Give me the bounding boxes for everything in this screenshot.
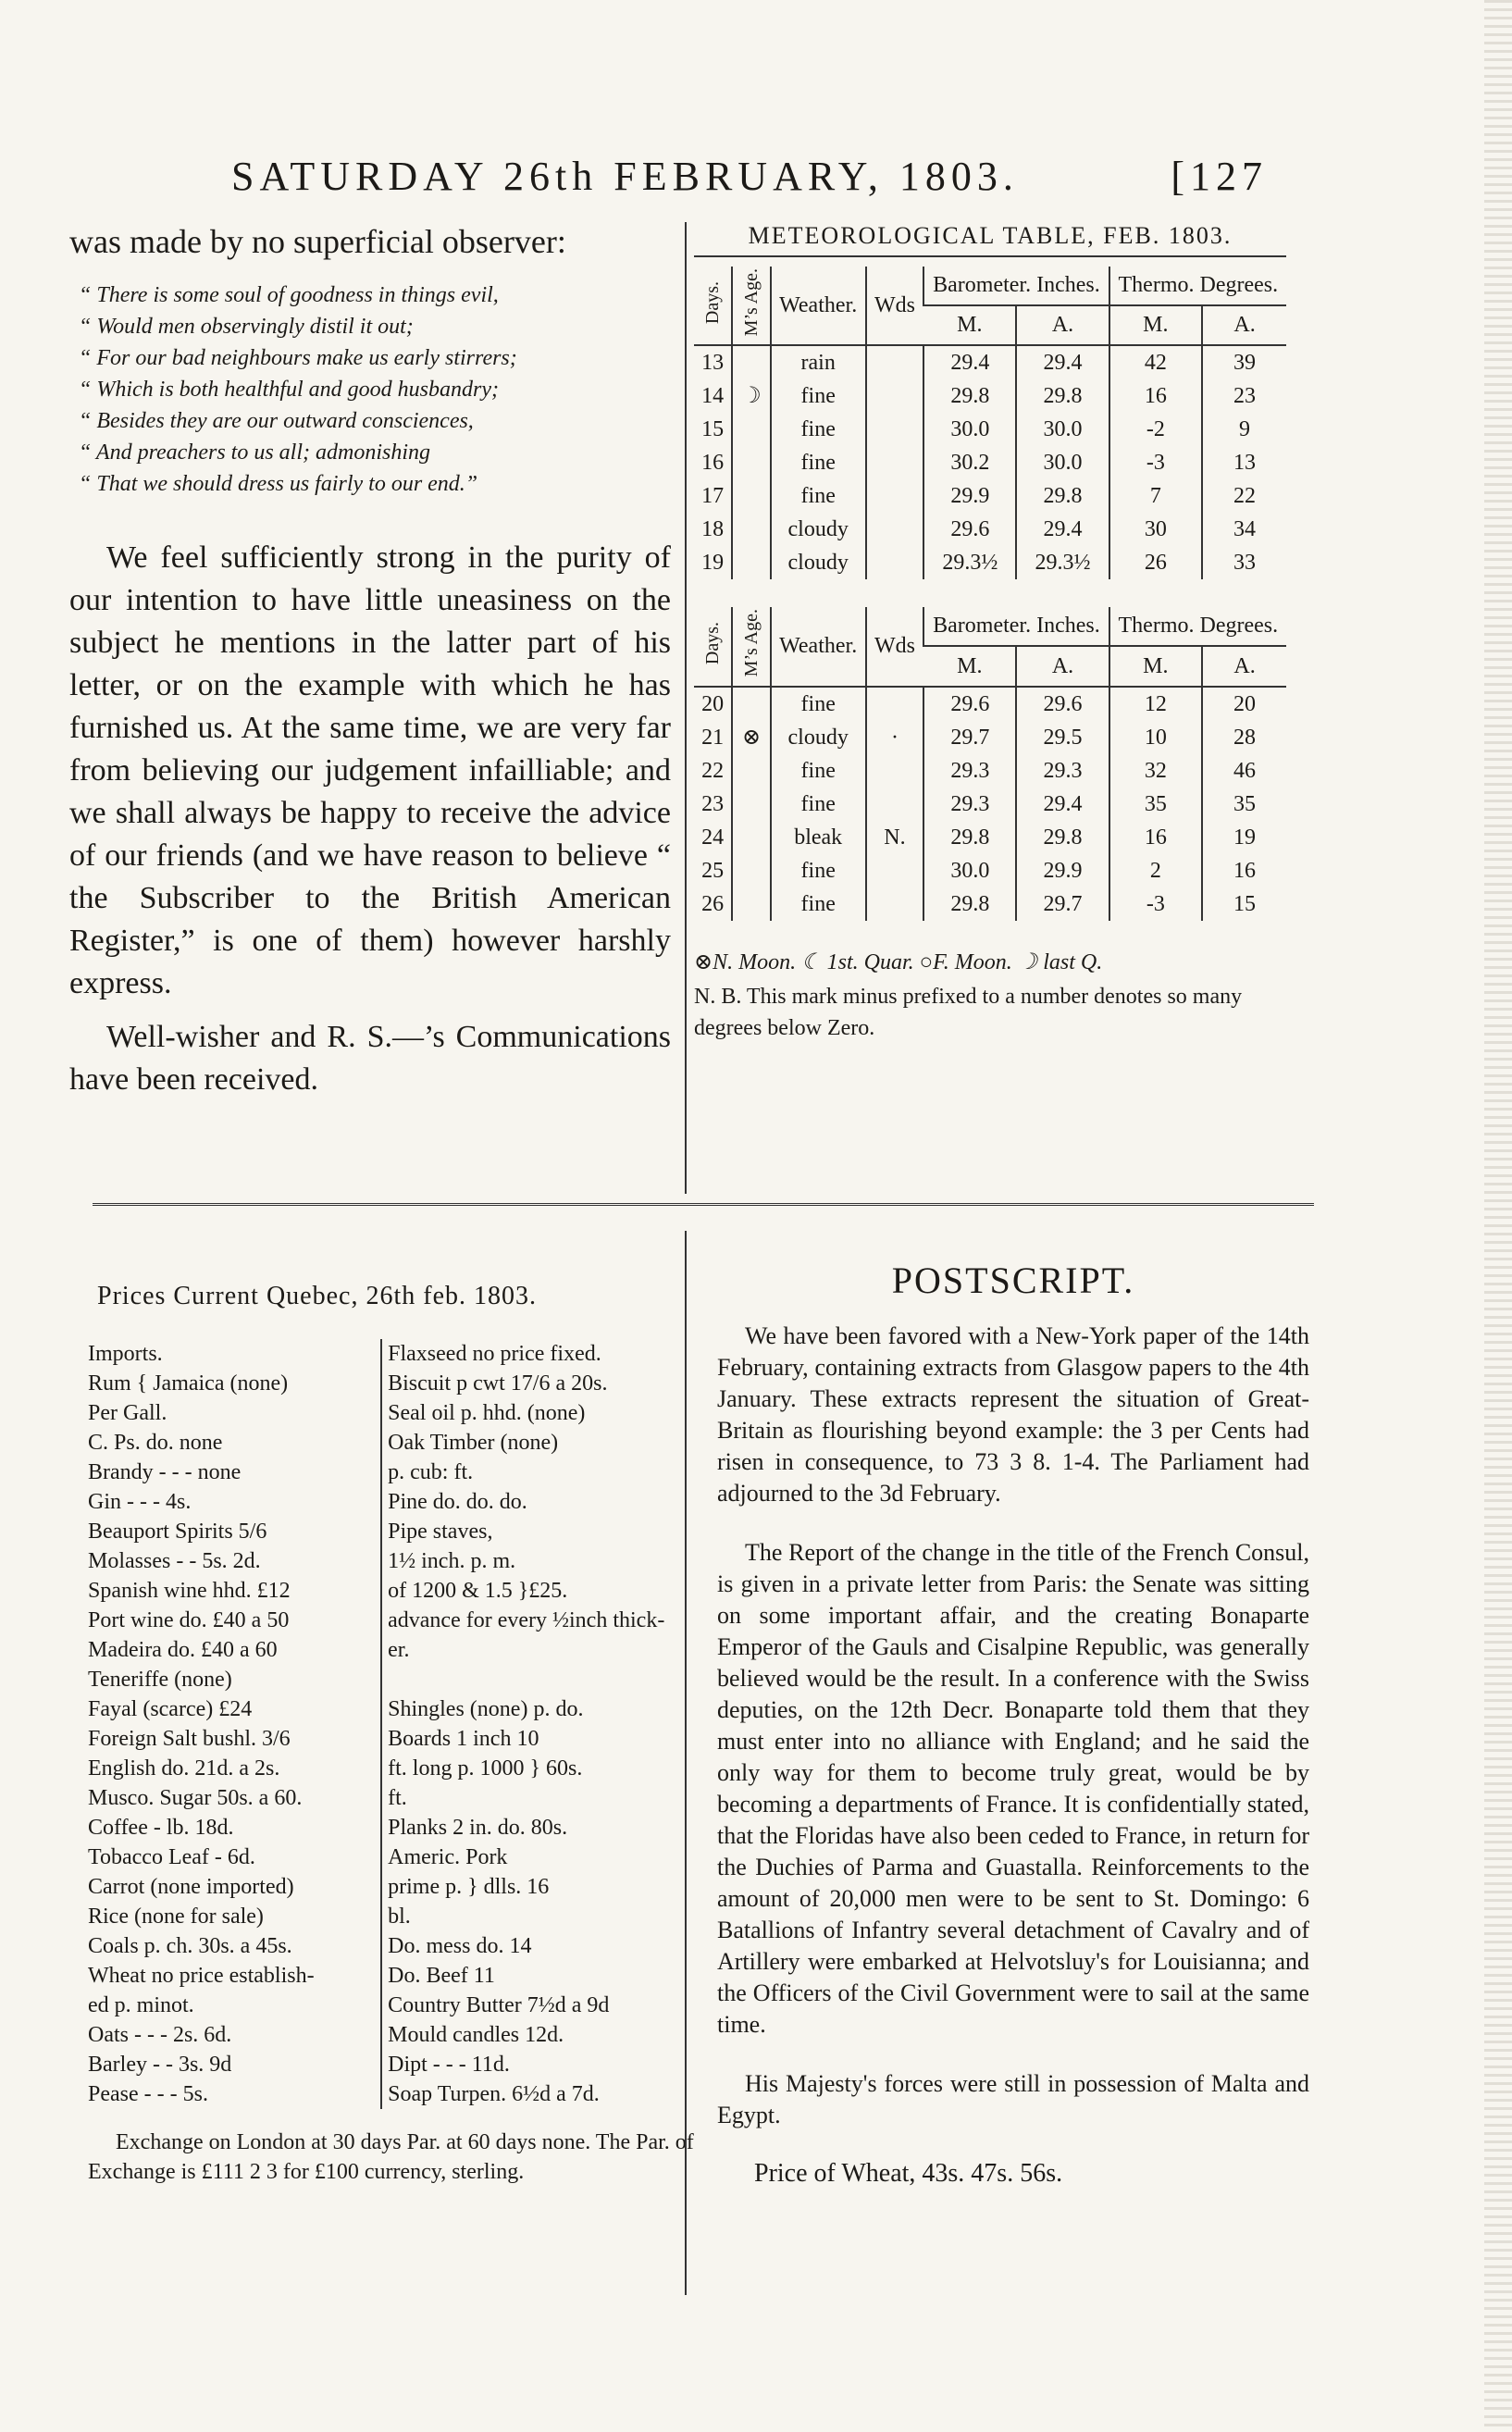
price-export-cell: p. cub: ft. [380, 1458, 699, 1487]
met-cell-weather: fine [771, 479, 866, 513]
price-row [88, 1398, 699, 1428]
met-row [694, 345, 1286, 379]
price-export-cell: Mould candles 12d. [380, 2020, 699, 2050]
met-cell-moon [732, 413, 770, 446]
met-cell-weather: cloudy [771, 546, 866, 579]
met-cell-moon [732, 788, 770, 821]
met-cell-ta: 23 [1202, 379, 1286, 413]
met-row [694, 854, 1286, 887]
met-cell-wds: · [866, 721, 924, 754]
price-export-cell: Planks 2 in. do. 80s. [380, 1813, 699, 1843]
col-barometer: Barometer. Inches. [923, 607, 1109, 646]
met-cell-weather: fine [771, 788, 866, 821]
price-import-cell: ed p. minot. [88, 1993, 194, 2017]
price-import-cell: Per Gall. [88, 1401, 167, 1425]
met-cell-bm: 30.0 [923, 854, 1016, 887]
col-moon: M’s Age. [732, 267, 770, 345]
price-row [88, 2079, 699, 2109]
page-number: [127 [1171, 154, 1268, 199]
met-cell-ba: 29.4 [1016, 345, 1109, 379]
col-baro-m: M. [923, 305, 1016, 345]
price-row [88, 1546, 699, 1576]
met-table-title: METEOROLOGICAL TABLE, FEB. 1803. [694, 222, 1286, 257]
met-cell-tm: 16 [1109, 379, 1202, 413]
col-baro-a: A. [1016, 646, 1109, 686]
met-cell-day: 23 [701, 791, 725, 816]
met-cell-bm: 29.3 [923, 788, 1016, 821]
price-row [88, 1635, 699, 1665]
price-import-cell: Coffee - lb. 18d. [88, 1816, 234, 1840]
met-cell-wds [866, 854, 924, 887]
prices-current-section [88, 1282, 699, 2187]
met-cell-bm: 30.0 [923, 413, 1016, 446]
met-cell-tm: 2 [1109, 854, 1202, 887]
col-baro-m: M. [923, 646, 1016, 686]
met-cell-ta: 34 [1202, 513, 1286, 546]
price-import-cell: Madeira do. £40 a 60 [88, 1638, 278, 1662]
column-divider-top [685, 222, 687, 1194]
quote-line: “ And preachers to us all; admonishing [79, 440, 431, 465]
met-cell-moon: ⊗ [732, 721, 770, 754]
met-cell-moon [732, 513, 770, 546]
price-row [88, 1339, 699, 1369]
met-row [694, 687, 1286, 721]
met-cell-ba: 30.0 [1016, 413, 1109, 446]
met-row [694, 721, 1286, 754]
met-cell-ta: 13 [1202, 446, 1286, 479]
met-cell-ba: 29.6 [1016, 687, 1109, 721]
met-row [694, 754, 1286, 788]
met-cell-weather: fine [771, 379, 866, 413]
postscript-section [717, 1259, 1309, 2189]
price-row [88, 1487, 699, 1517]
left-column [69, 222, 671, 1112]
met-cell-bm: 29.3 [923, 754, 1016, 788]
moon-phase-legend: ⊗N. Moon. ☾ 1st. Quar. ○F. Moon. ☽ last Q. [694, 949, 1103, 974]
price-import-cell: Tobacco Leaf - 6d. [88, 1845, 255, 1869]
met-cell-wds [866, 546, 924, 579]
met-cell-bm: 29.9 [923, 479, 1016, 513]
met-cell-ta: 46 [1202, 754, 1286, 788]
met-cell-tm: 26 [1109, 546, 1202, 579]
price-row [88, 1428, 699, 1458]
col-thermo-a: A. [1202, 646, 1286, 686]
met-cell-ta: 33 [1202, 546, 1286, 579]
met-cell-tm: -2 [1109, 413, 1202, 446]
price-row [88, 1872, 699, 1902]
met-row [694, 513, 1286, 546]
met-cell-ba: 29.3½ [1016, 546, 1109, 579]
met-cell-wds [866, 687, 924, 721]
price-row [88, 1694, 699, 1724]
price-export-cell: of 1200 & 1.5 }£25. [380, 1576, 699, 1606]
met-cell-day: 14 [701, 384, 725, 409]
met-cell-day: 19 [701, 551, 725, 576]
price-export-cell: Soap Turpen. 6½d a 7d. [380, 2079, 699, 2109]
met-cell-ba: 29.4 [1016, 788, 1109, 821]
met-row [694, 821, 1286, 854]
price-export-cell: er. [380, 1635, 699, 1665]
col-thermo-a: A. [1202, 305, 1286, 345]
met-cell-ta: 39 [1202, 345, 1286, 379]
price-row [88, 2020, 699, 2050]
met-cell-tm: 16 [1109, 821, 1202, 854]
communications-note: Well-wisher and R. S.—’s Communications have been received. [69, 1020, 671, 1097]
met-cell-ba: 29.8 [1016, 479, 1109, 513]
meteorological-section [694, 222, 1286, 1072]
price-export-cell: Do. Beef 11 [380, 1961, 699, 1991]
met-cell-wds [866, 379, 924, 413]
met-cell-ba: 29.4 [1016, 513, 1109, 546]
met-row [694, 379, 1286, 413]
met-table-2-body [694, 687, 1286, 921]
price-import-cell: Fayal (scarce) £24 [88, 1697, 253, 1721]
price-export-cell: Pipe staves, [380, 1517, 699, 1546]
met-cell-moon [732, 754, 770, 788]
met-cell-day: 22 [701, 758, 725, 783]
price-export-cell: Country Butter 7½d a 9d [380, 1991, 699, 2020]
met-cell-tm: 12 [1109, 687, 1202, 721]
col-weather: Weather. [771, 267, 866, 345]
price-export-cell: Dipt - - - 11d. [380, 2050, 699, 2079]
price-export-cell: ft. long p. 1000 } 60s. [380, 1754, 699, 1783]
price-row [88, 1369, 699, 1398]
price-export-cell: Oak Timber (none) [380, 1428, 699, 1458]
date-line: SATURDAY 26th FEBRUARY, 1803. [231, 154, 1019, 199]
met-cell-wds: N. [866, 821, 924, 854]
met-cell-ba: 29.8 [1016, 821, 1109, 854]
quote-line: “ There is some soul of goodness in things evil, [79, 283, 499, 307]
met-cell-wds [866, 788, 924, 821]
met-cell-day: 21 [701, 725, 725, 750]
col-thermo: Thermo. Degrees. [1109, 607, 1286, 646]
postscript-paragraph-2: The Report of the change in the title of the French Consul, is given in a private letter from Paris: the Senate was sitting on some important affair, and the creating Bonaparte Emperor of the Gauls and Cisalpine Republic, was generally believed would be the result. In a conference with the Swiss deputies, on the 12th Decr. Bonaparte told them that they must enter into no alliance with England; and he said the only way for them to become truly great, would be by becoming a departments of France. It is confidentially stated, that the Floridas have also been ceded to France, in return for the Duchies of Parma and Guastalla. Reinforcements to the amount of 20,000 men were to be sent to St. Domingo: 6 Batallions of Infantry several detachment of Cavalry and of Artillery were embarked at Helvotsluy's for Louisianna; and the Officers of the Civil Government were to sail at the same time. [717, 1539, 1309, 2038]
met-cell-weather: fine [771, 887, 866, 921]
price-export-cell: bl. [380, 1902, 699, 1931]
price-export-cell: advance for every ½inch thick- [380, 1606, 699, 1635]
met-row [694, 413, 1286, 446]
met-cell-moon [732, 687, 770, 721]
price-import-cell: C. Ps. do. none [88, 1431, 223, 1455]
col-thermo-m: M. [1109, 646, 1202, 686]
section-rule [93, 1203, 1314, 1206]
met-cell-ta: 20 [1202, 687, 1286, 721]
price-import-cell: Molasses - - 5s. 2d. [88, 1549, 261, 1573]
col-wds: Wds [866, 267, 924, 345]
price-row [88, 1754, 699, 1783]
met-cell-ba: 29.5 [1016, 721, 1109, 754]
met-cell-moon [732, 821, 770, 854]
price-import-cell: Barley - - 3s. 9d [88, 2053, 232, 2077]
price-row [88, 1961, 699, 1991]
met-cell-weather: cloudy [771, 513, 866, 546]
price-row [88, 1843, 699, 1872]
met-table-1 [694, 267, 1286, 579]
met-cell-tm: -3 [1109, 446, 1202, 479]
met-cell-ta: 19 [1202, 821, 1286, 854]
col-weather: Weather. [771, 607, 866, 686]
price-row [88, 1606, 699, 1635]
price-row [88, 1517, 699, 1546]
met-cell-tm: 42 [1109, 345, 1202, 379]
met-cell-weather: bleak [771, 821, 866, 854]
met-cell-tm: 35 [1109, 788, 1202, 821]
prices-table [88, 1339, 699, 2109]
met-cell-day: 13 [701, 351, 725, 376]
price-import-cell: English do. 21d. a 2s. [88, 1756, 280, 1781]
col-thermo-m: M. [1109, 305, 1202, 345]
col-thermo: Thermo. Degrees. [1109, 267, 1286, 305]
price-row [88, 1576, 699, 1606]
price-import-cell: Teneriffe (none) [88, 1668, 232, 1692]
met-cell-wds [866, 413, 924, 446]
met-cell-day: 15 [701, 417, 725, 442]
exchange-note: Exchange on London at 30 days Par. at 60 days none. The Par. of Exchange is £111 2 3 for £100 currency, sterling. [88, 2130, 694, 2184]
page-edge-noise [1484, 0, 1512, 2432]
quote-line: “ For our bad neighbours make us early stirrers; [79, 346, 517, 370]
price-export-cell: Biscuit p cwt 17/6 a 20s. [380, 1369, 699, 1398]
price-import-cell: Rice (none for sale) [88, 1905, 264, 1929]
met-cell-tm: 32 [1109, 754, 1202, 788]
met-row [694, 446, 1286, 479]
met-cell-wds [866, 446, 924, 479]
met-cell-ba: 29.9 [1016, 854, 1109, 887]
met-cell-wds [866, 754, 924, 788]
met-cell-day: 24 [701, 825, 725, 850]
met-cell-moon [732, 479, 770, 513]
col-barometer: Barometer. Inches. [923, 267, 1109, 305]
price-row [88, 1813, 699, 1843]
met-cell-tm: 10 [1109, 721, 1202, 754]
price-export-cell: Americ. Pork [380, 1843, 699, 1872]
price-row [88, 1931, 699, 1961]
met-cell-weather: cloudy [771, 721, 866, 754]
price-import-cell: Foreign Salt bushl. 3/6 [88, 1727, 291, 1751]
met-table-1-body [694, 345, 1286, 579]
price-export-cell [380, 1665, 699, 1694]
met-cell-ta: 16 [1202, 854, 1286, 887]
price-import-cell: Musco. Sugar 50s. a 60. [88, 1786, 303, 1810]
met-cell-moon: ☽ [732, 379, 770, 413]
price-export-cell: 1½ inch. p. m. [380, 1546, 699, 1576]
met-cell-ta: 9 [1202, 413, 1286, 446]
met-cell-weather: fine [771, 687, 866, 721]
met-cell-weather: rain [771, 345, 866, 379]
met-cell-wds [866, 345, 924, 379]
met-cell-moon [732, 546, 770, 579]
met-cell-bm: 29.6 [923, 687, 1016, 721]
met-cell-ba: 29.7 [1016, 887, 1109, 921]
page-header [231, 153, 1268, 208]
met-cell-weather: fine [771, 754, 866, 788]
col-days: Days. [694, 267, 732, 345]
met-cell-bm: 29.8 [923, 379, 1016, 413]
price-import-cell: Carrot (none imported) [88, 1875, 294, 1899]
met-cell-tm: -3 [1109, 887, 1202, 921]
price-row [88, 2050, 699, 2079]
price-export-cell: Flaxseed no price fixed. [380, 1339, 699, 1369]
met-cell-moon [732, 854, 770, 887]
price-import-cell: Oats - - - 2s. 6d. [88, 2023, 232, 2047]
quote-line: “ Besides they are our outward consciences, [79, 409, 474, 433]
met-cell-moon [732, 887, 770, 921]
price-row [88, 1458, 699, 1487]
price-import-cell: Spanish wine hhd. £12 [88, 1579, 291, 1603]
met-cell-day: 20 [701, 691, 725, 716]
postscript-title: POSTSCRIPT. [891, 1259, 1135, 1301]
lead-line: was made by no superficial observer: [69, 223, 566, 260]
price-import-cell: Beauport Spirits 5/6 [88, 1520, 267, 1544]
price-import-cell: Port wine do. £40 a 50 [88, 1608, 290, 1632]
met-cell-weather: fine [771, 446, 866, 479]
price-export-cell: prime p. } dlls. 16 [380, 1872, 699, 1902]
met-cell-ba: 29.3 [1016, 754, 1109, 788]
price-export-cell: Seal oil p. hhd. (none) [380, 1398, 699, 1428]
price-import-cell: Rum { Jamaica (none) [88, 1371, 289, 1396]
postscript-paragraph-3: His Majesty's forces were still in possession of Malta and Egypt. [717, 2070, 1309, 2128]
price-row [88, 1902, 699, 1931]
minus-note: N. B. This mark minus prefixed to a number denotes so many degrees below Zero. [694, 984, 1243, 1040]
col-moon: M’s Age. [732, 607, 770, 686]
met-cell-ta: 15 [1202, 887, 1286, 921]
column-divider-bottom [685, 1231, 687, 2295]
met-cell-weather: fine [771, 413, 866, 446]
met-cell-day: 17 [701, 484, 725, 509]
quote-line: “ Would men observingly distil it out; [79, 315, 414, 339]
met-cell-day: 26 [701, 891, 725, 916]
met-cell-day: 18 [701, 517, 725, 542]
met-row [694, 479, 1286, 513]
price-export-cell: Pine do. do. do. [380, 1487, 699, 1517]
met-row [694, 887, 1286, 921]
quote-line: “ Which is both healthful and good husbandry; [79, 378, 499, 402]
met-cell-weather: fine [771, 854, 866, 887]
met-cell-bm: 29.8 [923, 887, 1016, 921]
met-cell-bm: 29.3½ [923, 546, 1016, 579]
wheat-price: Price of Wheat, 43s. 47s. 56s. [754, 2159, 1063, 2188]
met-row [694, 546, 1286, 579]
met-cell-ba: 29.8 [1016, 379, 1109, 413]
met-cell-bm: 29.6 [923, 513, 1016, 546]
price-import-cell: Wheat no price establish- [88, 1964, 315, 1988]
met-cell-day: 16 [701, 451, 725, 476]
price-row [88, 1783, 699, 1813]
met-cell-wds [866, 479, 924, 513]
editorial-paragraph: We feel sufficiently strong in the purity of our intention to have little uneasiness on the subject he mentions in the latter part of his letter, or on the example with which he has furnished us. At the same time, we are very far from believing our judgement infailliable; and we shall always be happy to receive the advice of our friends (and we have reason to believe “ the Subscriber to the British American Register,” is one of them) however harshly express. [69, 540, 671, 1000]
price-import-cell: Gin - - - 4s. [88, 1490, 192, 1514]
met-cell-moon [732, 345, 770, 379]
met-table-2 [694, 607, 1286, 920]
quote-line: “ That we should dress us fairly to our end.” [79, 472, 478, 496]
met-cell-bm: 29.8 [923, 821, 1016, 854]
met-cell-day: 25 [701, 858, 725, 883]
col-baro-a: A. [1016, 305, 1109, 345]
price-import-cell: Brandy - - - none [88, 1460, 242, 1484]
price-export-cell: Boards 1 inch 10 [380, 1724, 699, 1754]
met-cell-ba: 30.0 [1016, 446, 1109, 479]
met-row [694, 788, 1286, 821]
price-export-cell: ft. [380, 1783, 699, 1813]
price-export-cell: Do. mess do. 14 [380, 1931, 699, 1961]
postscript-paragraph-1: We have been favored with a New-York paper of the 14th February, containing extracts from Glasgow papers to the 4th January. These extracts represent the situation of Great-Britain as flourishing beyond example: the 3 per Cents had risen in consequence, to 73 3 8. 1-4. The Parliament had adjourned to the 3d February. [717, 1322, 1309, 1507]
col-wds: Wds [866, 607, 924, 686]
met-cell-tm: 30 [1109, 513, 1202, 546]
met-cell-bm: 29.4 [923, 345, 1016, 379]
met-cell-wds [866, 513, 924, 546]
met-cell-ta: 28 [1202, 721, 1286, 754]
price-import-cell: Imports. [88, 1342, 163, 1366]
col-days: Days. [694, 607, 732, 686]
met-cell-ta: 22 [1202, 479, 1286, 513]
price-import-cell: Coals p. ch. 30s. a 45s. [88, 1934, 292, 1958]
price-row [88, 1665, 699, 1694]
met-cell-ta: 35 [1202, 788, 1286, 821]
shakespeare-quote [69, 279, 671, 500]
prices-title: Prices Current Quebec, 26th feb. 1803. [97, 1282, 537, 1310]
price-row [88, 1724, 699, 1754]
price-import-cell: Pease - - - 5s. [88, 2082, 208, 2106]
met-cell-moon [732, 446, 770, 479]
met-cell-wds [866, 887, 924, 921]
met-cell-bm: 29.7 [923, 721, 1016, 754]
price-export-cell: Shingles (none) p. do. [380, 1694, 699, 1724]
price-row [88, 1991, 699, 2020]
met-cell-bm: 30.2 [923, 446, 1016, 479]
met-cell-tm: 7 [1109, 479, 1202, 513]
